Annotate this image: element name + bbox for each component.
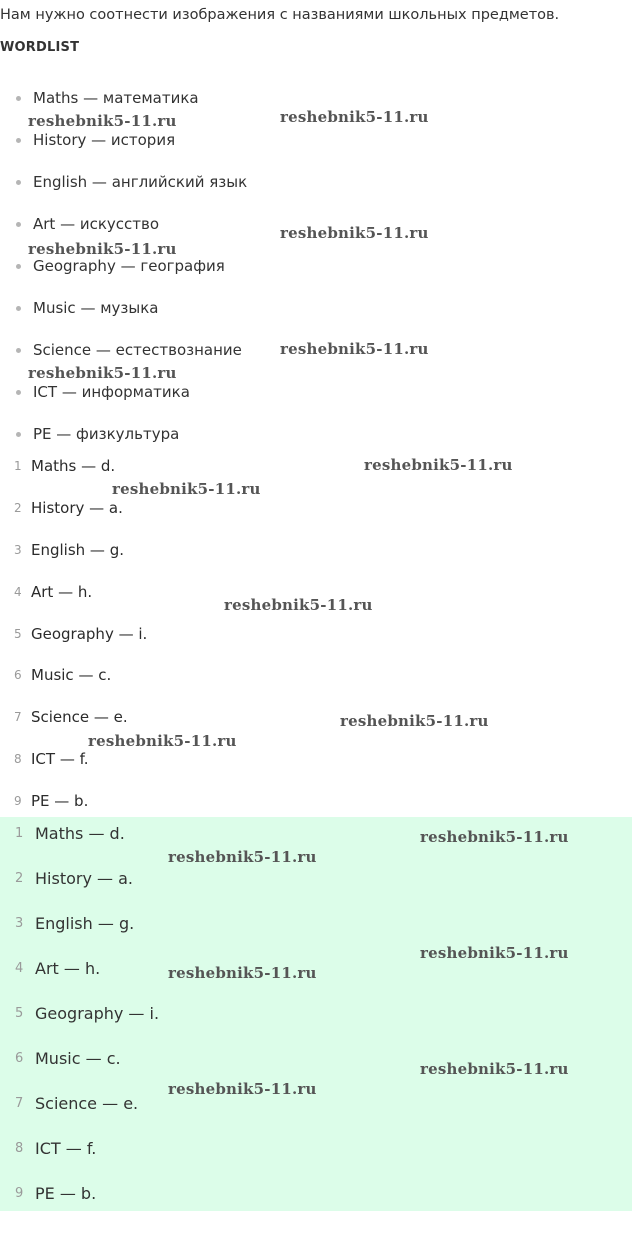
answer-text: English — g. xyxy=(35,914,135,933)
item-number: 1 xyxy=(15,826,24,841)
intro-text: Нам нужно соотнести изображения с названиями школьных предметов. xyxy=(0,7,560,23)
watermark: reshebnik5-11.ru xyxy=(364,456,513,474)
answer-item xyxy=(0,1094,138,1113)
answer-item xyxy=(0,708,128,726)
item-number: 9 xyxy=(14,794,22,808)
bullet-icon xyxy=(16,348,21,353)
watermark: reshebnik5-11.ru xyxy=(420,1060,569,1078)
bullet-icon xyxy=(16,264,21,269)
list-item-text: ICT — информатика xyxy=(33,383,190,401)
item-number: 7 xyxy=(15,1096,24,1111)
answer-item xyxy=(0,666,111,684)
answer-text: Geography — i. xyxy=(31,625,148,643)
watermark: reshebnik5-11.ru xyxy=(280,108,429,126)
list-item-text: History — история xyxy=(33,131,176,149)
bullet-icon xyxy=(16,390,21,395)
list-item-text: English — английский язык xyxy=(33,173,248,191)
list-item-text: Science — естествознание xyxy=(33,341,242,359)
answer-text: Maths — d. xyxy=(31,457,116,475)
item-number: 4 xyxy=(15,961,24,976)
item-number: 3 xyxy=(14,543,22,557)
answer-item xyxy=(0,750,89,768)
watermark: reshebnik5-11.ru xyxy=(168,848,317,866)
item-number: 5 xyxy=(14,627,22,641)
list-item-text: PE — физкультура xyxy=(33,425,180,443)
answer-text: Science — e. xyxy=(31,708,128,726)
item-number: 1 xyxy=(14,459,22,473)
list-item xyxy=(0,173,247,191)
answer-text: Maths — d. xyxy=(35,824,125,843)
watermark: reshebnik5-11.ru xyxy=(280,224,429,242)
watermark: reshebnik5-11.ru xyxy=(168,1080,317,1098)
watermark: reshebnik5-11.ru xyxy=(224,596,373,614)
highlighted-answer-box xyxy=(0,817,632,1211)
list-item-text: Music — музыка xyxy=(33,299,159,317)
answer-item xyxy=(0,914,134,933)
answer-text: ICT — f. xyxy=(31,750,89,768)
list-item xyxy=(0,89,199,107)
answer-item xyxy=(0,541,124,559)
bullet-icon xyxy=(16,180,21,185)
watermark: reshebnik5-11.ru xyxy=(420,828,569,846)
answer-text: Music — c. xyxy=(31,666,112,684)
list-item-text: Maths — математика xyxy=(33,89,199,107)
answer-text: History — a. xyxy=(35,869,133,888)
answer-item xyxy=(0,1184,96,1203)
answer-item xyxy=(0,583,92,601)
bullet-icon xyxy=(16,432,21,437)
watermark: reshebnik5-11.ru xyxy=(280,340,429,358)
answer-item xyxy=(0,869,133,888)
item-number: 4 xyxy=(14,585,22,599)
watermark: reshebnik5-11.ru xyxy=(28,112,177,130)
watermark: reshebnik5-11.ru xyxy=(112,480,261,498)
answer-item xyxy=(0,499,123,517)
answer-text: Science — e. xyxy=(35,1094,139,1113)
bullet-icon xyxy=(16,306,21,311)
item-number: 8 xyxy=(14,752,22,766)
answer-item xyxy=(0,625,147,643)
answer-text: PE — b. xyxy=(31,792,89,810)
item-number: 7 xyxy=(14,710,22,724)
answer-item xyxy=(0,1049,121,1068)
answer-item xyxy=(0,792,88,810)
watermark: reshebnik5-11.ru xyxy=(28,240,177,258)
list-item xyxy=(0,299,158,317)
answer-text: Art — h. xyxy=(31,583,93,601)
answer-text: English — g. xyxy=(31,541,124,559)
item-number: 8 xyxy=(15,1141,24,1156)
item-number: 2 xyxy=(14,501,22,515)
list-item xyxy=(0,131,175,149)
answer-text: Geography — i. xyxy=(35,1004,160,1023)
answer-text: History — a. xyxy=(31,499,123,517)
answer-item xyxy=(0,457,115,475)
list-item-text: Art — искусство xyxy=(33,215,160,233)
watermark: reshebnik5-11.ru xyxy=(340,712,489,730)
answer-text: Music — c. xyxy=(35,1049,121,1068)
answer-item xyxy=(0,1004,159,1023)
answer-item xyxy=(0,1139,96,1158)
answer-text: ICT — f. xyxy=(35,1139,97,1158)
item-number: 6 xyxy=(15,1051,24,1066)
watermark: reshebnik5-11.ru xyxy=(420,944,569,962)
list-item xyxy=(0,215,159,233)
item-number: 6 xyxy=(14,668,22,682)
bullet-icon xyxy=(16,96,21,101)
watermark: reshebnik5-11.ru xyxy=(168,964,317,982)
answer-text: PE — b. xyxy=(35,1184,97,1203)
list-item xyxy=(0,341,242,359)
list-item xyxy=(0,257,225,275)
list-item-text: Geography — география xyxy=(33,257,225,275)
bullet-icon xyxy=(16,138,21,143)
list-item xyxy=(0,383,190,401)
answer-text: Art — h. xyxy=(35,959,101,978)
answer-item xyxy=(0,824,125,843)
item-number: 9 xyxy=(15,1186,24,1201)
bullet-icon xyxy=(16,222,21,227)
item-number: 3 xyxy=(15,916,24,931)
wordlist-heading: WORDLIST xyxy=(0,40,80,55)
item-number: 2 xyxy=(15,871,24,886)
list-item xyxy=(0,425,179,443)
item-number: 5 xyxy=(15,1006,24,1021)
watermark: reshebnik5-11.ru xyxy=(88,732,237,750)
answer-item xyxy=(0,959,100,978)
watermark: reshebnik5-11.ru xyxy=(28,364,177,382)
